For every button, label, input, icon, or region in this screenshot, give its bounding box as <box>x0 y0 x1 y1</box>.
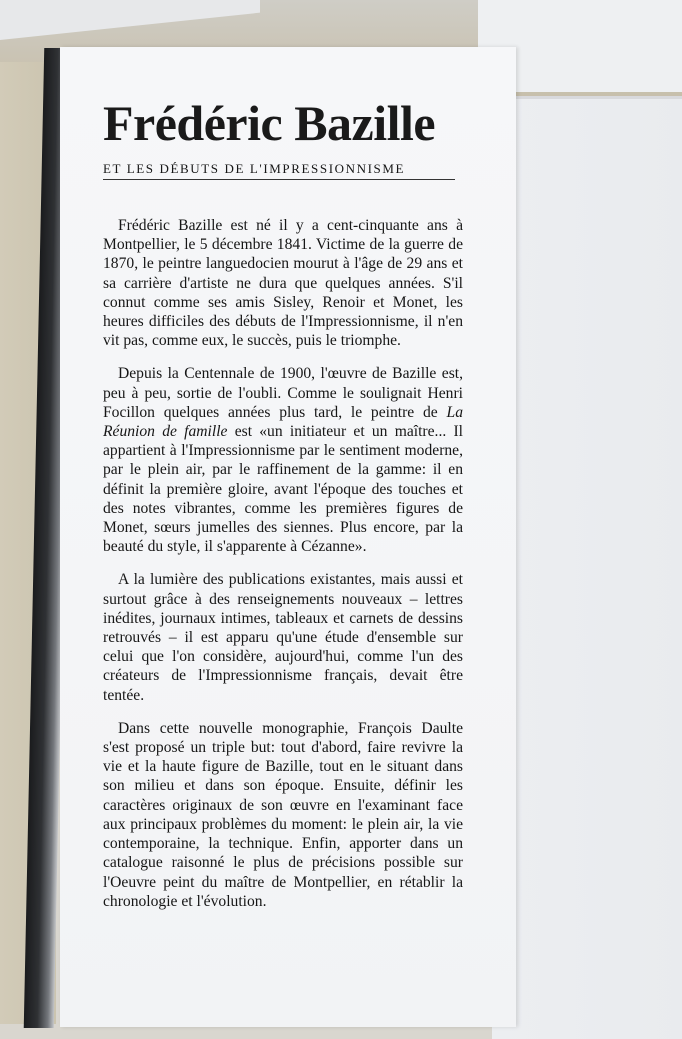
paragraph-2-end: est «un initiateur et un maître... Il appartient à l'Impressionnisme par le sentiment moderne, par le plein air, par le raffinement de la gamme: il en définit la première gloire, avant l'époque des touches et des notes vibrantes, comme les premières figures de Monet, sœurs jumelles des siennes. Plus encore, par la beauté du style, il s'apparente à Cézanne». <box>103 423 463 556</box>
dust-jacket-flap <box>60 47 516 1027</box>
paragraph-2-start: Depuis la Centennale de 1900, l'œuvre de Bazille est, peu à peu, sortie de l'oubli. Comme le soulignait Henri Focillon quelques années plus tard, le peintre de <box>103 365 463 421</box>
paragraph-2 <box>103 364 463 556</box>
book-subtitle: ET LES DÉBUTS DE L'IMPRESSIONNISME <box>103 161 455 180</box>
paragraph-4: Dans cette nouvelle monographie, François Daulte s'est proposé un triple but: tout d'abord, faire revivre la vie et la haute figure de Bazille, tout en le situant dans son milieu et dans son époque. Ensuite, définir les caractères originaux de son œuvre en l'examinant face aux principaux problèmes du moment: le plein air, la vie contemporaine, la technique. Enfin, apporter dans un catalogue raisonné le plus de précisions possible sur l'Oeuvre peint du maître de Montpellier, en rétablir la chronologie et l'évolution. <box>103 719 463 910</box>
paragraph-3: A la lumière des publications existantes, mais aussi et surtout grâce à des renseignements nouveaux – lettres inédites, journaux intimes, tableaux et carnets de dessins retrouvés – il est apparu qu'une étude d'ensemble sur celui que l'on considère, aujourd'hui, comme l'un des créateurs de l'Impressionnisme français, devait être tentée. <box>103 571 463 704</box>
artwork-title: La Réunion de famille <box>103 403 463 441</box>
paragraph-1: Frédéric Bazille est né il y a cent-cinquante ans à Montpellier, le 5 décembre 1841. Victime de la guerre de 1870, le peintre languedocien mourut à l'âge de 29 ans et sa carrière d'artiste ne dura que quelques années. S'il connut comme ses amis Sisley, Renoir et Monet, les heures difficiles des débuts de l'Impressionnisme, il n'en vit pas, comme eux, le succès, puis le triomphe. <box>103 217 463 350</box>
blurb-text <box>103 216 463 911</box>
book-title: Frédéric Bazille <box>103 95 436 151</box>
book-page <box>492 96 682 1039</box>
flap-content <box>103 95 463 925</box>
